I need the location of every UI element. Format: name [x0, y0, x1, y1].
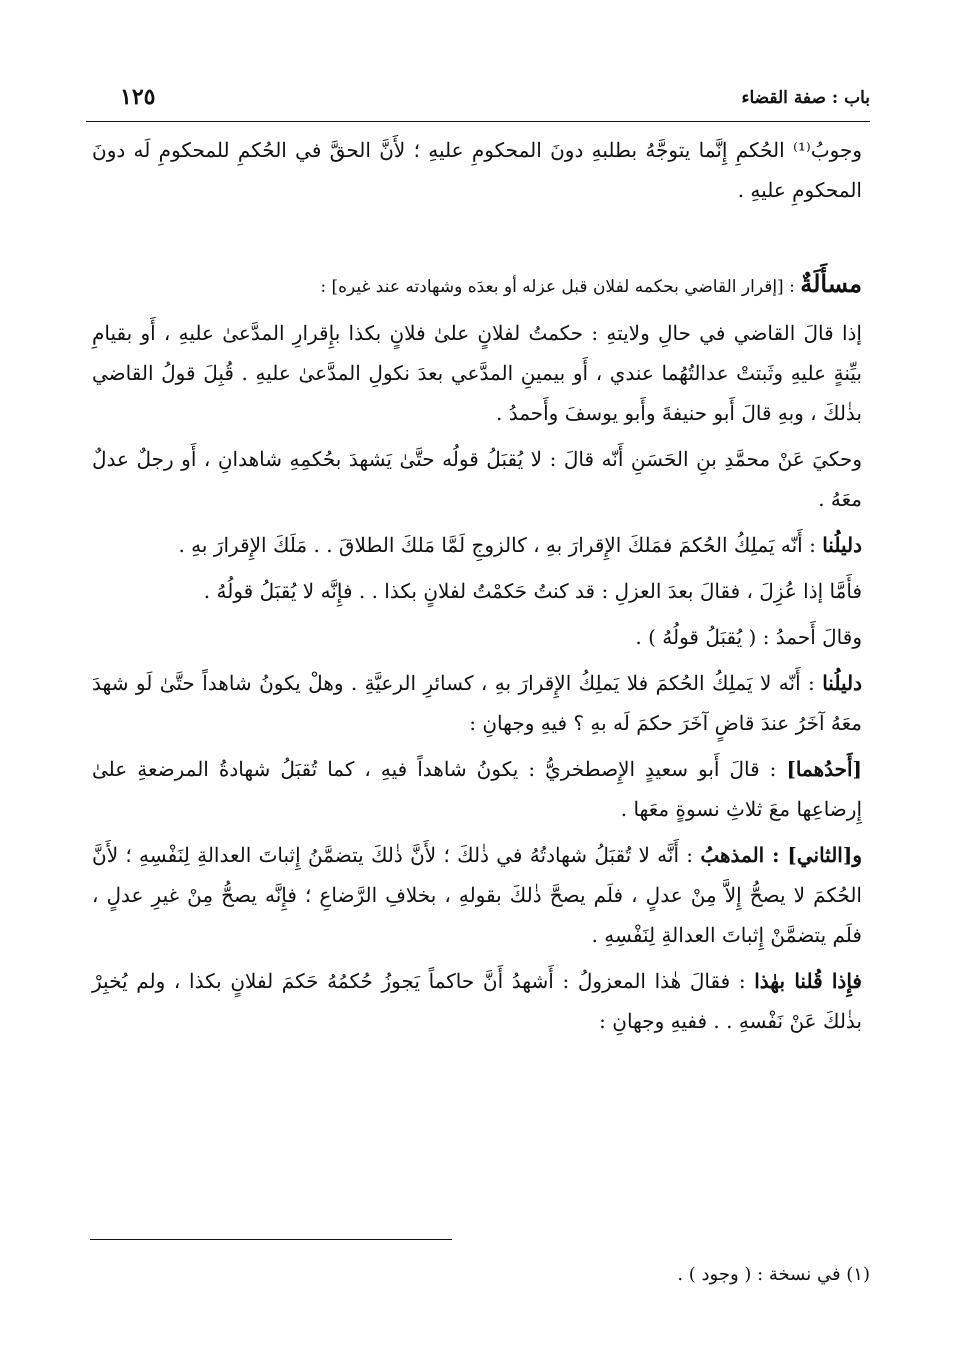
footnote: (١) في نسخة : ( وجود ) . [677, 1264, 870, 1285]
paragraph-10-text: : فقالَ هٰذا المعزولُ : أَشهدُ أَنَّ حاكماً يَجوزُ حُكمُهُ حَكمَ لفلانٍ بكذا ، ولم يُخبِرْ بذٰلكَ عَنْ نَفْسهِ . . ففيهِ وجهانِ : [92, 969, 862, 1033]
paragraph-8-text: : قالَ أَبو سعيدٍ الإِصطخريُّ : يكونُ شاهداً فيهِ ، كما تُقبَلُ شهادةُ المرضعةِ علىٰ إِرضاعِها معَ ثلاثِ نسوةٍ معَها . [92, 757, 862, 821]
footnote-rule [90, 1239, 452, 1240]
page-header [86, 82, 870, 122]
paragraph-10-lead: فإِذا قُلنا بهٰذا [754, 969, 862, 993]
paragraph-4-text: : أَنّه يَملِكُ الحُكمَ فمَلكَ الإِقرارَ بهِ ، كالزوجِ لَمَّا مَلكَ الطلاقَ . . مَلَكَ الإِقرارَ بهِ . [178, 533, 823, 557]
masala-heading [92, 264, 862, 307]
paragraph-9-text: : أَنَّه لا تُقبَلُ شهادتُهُ في ذٰلكَ ؛ لأَنَّ ذٰلكَ يتضمَّنُ إِثباتَ العدالةِ لِنَفْسِهِ ؛ لأَنَّ الحُكمَ لا يصحُّ إِلاَّ مِنْ عدلٍ ، فلَم يصحَّ ذٰلكَ بقولهِ ، بخلافِ الرَّضاعِ ؛ فإِنَّه يصحُّ مِنْ غيرِ عدلٍ ، فلَم يتضمَّنْ إِثباتَ العدالةِ لِنَفْسِهِ . [92, 843, 862, 947]
paragraph-4 [92, 525, 862, 565]
paragraph-3: وحكيَ عَنْ محمَّدِ بنِ الحَسَنِ أَنّه قالَ : لا يُقبَلُ قولُه حتَّىٰ يَشهدَ بحُكمِهِ شاهدانِ ، أَو رجلٌ عدلٌ معَهُ . [92, 447, 862, 511]
paragraph-4-lead: دليلُنا [822, 533, 862, 557]
paragraph-7 [92, 663, 862, 743]
paragraph-8 [92, 749, 862, 829]
paragraph-8-lead: [أَحدُهما] [786, 757, 862, 781]
masala-title: : [إقرار القاضي بحكمه لفلان قبل عزله أو بعدَه وشهادته عند غيره] : [320, 277, 801, 297]
chapter-title: باب : صفة القضاء [741, 88, 870, 108]
paragraph-5: فأَمَّا إذا عُزِلَ ، فقالَ بعدَ العزلِ : قد كنتُ حَكمْتُ لفلانٍ بكذا . . فإِنَّه لا يُقبَلُ قولُهُ . [203, 579, 862, 603]
header-rule [86, 121, 870, 122]
paragraph-9-lead: و[الثاني] : المذهبُ [700, 843, 862, 867]
paragraph-7-text: : أَنّه لا يَملِكُ الحُكمَ فلا يَملِكُ الإِقرارَ بهِ ، كسائرِ الرعيَّةِ . وهلْ يكونُ شاهداً حتَّىٰ لَو شهدَ معَهُ آخَرُ عندَ قاضٍ آخَرَ حكمَ لَه بهِ ؟ فيهِ وجهانِ : [92, 671, 862, 735]
paragraph-1: وجوبُ⁽¹⁾ الحُكمِ إِنَّما يتوجَّهُ بطلبهِ دونَ المحكومِ عليهِ ؛ لأَنَّ الحقَّ في الحُكمِ للمحكومِ لَه دونَ المحكومِ عليهِ . [92, 138, 863, 202]
paragraph-9 [92, 835, 862, 955]
main-text [92, 130, 862, 1047]
paragraph-6: وقالَ أَحمدُ : ( يُقبَلُ قولُهُ ) . [635, 625, 862, 649]
paragraph-2: إذا قالَ القاضي في حالِ ولايتهِ : حكمتُ لفلانٍ علىٰ فلانٍ بكذا بإِقرارِ المدَّعىٰ عليهِ ، أَو بقيامِ بيِّنةٍ عليهِ وثَبتتْ عدالتُهُما عندي ، أَو بيمينِ المدَّعي بعدَ نكولِ المدَّعىٰ عليهِ . قُبِلَ قولُ القاضي بذٰلكَ ، وبهِ قالَ أَبو حنيفةَ وأَبو يوسفَ وأَحمدُ . [92, 321, 862, 425]
page-number: ١٢٥ [120, 84, 156, 110]
masala-label: مسأَلَةٌ [800, 269, 862, 298]
section-gap [92, 216, 862, 264]
paragraph-10 [92, 961, 862, 1041]
paragraph-7-lead: دليلُنا [822, 671, 862, 695]
